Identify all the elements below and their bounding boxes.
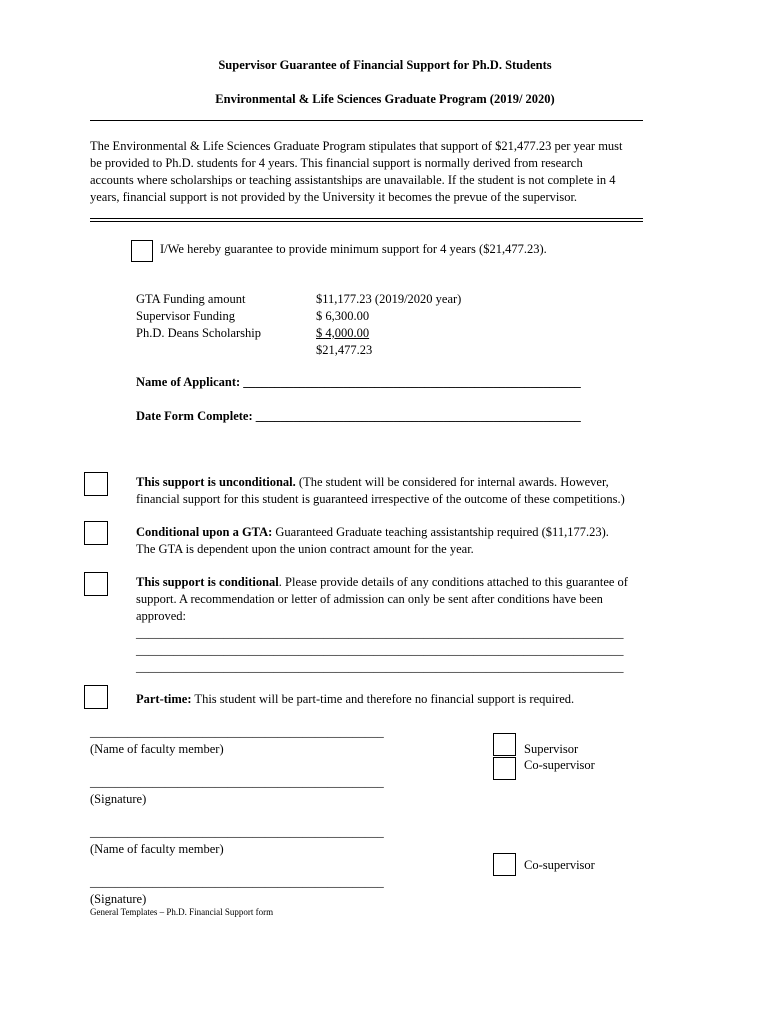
faculty-name-caption-2: (Name of faculty member)	[90, 842, 224, 856]
intro-divider	[90, 218, 643, 222]
guarantee-label: I/We hereby guarantee to provide minimum support for 4 years ($21,477.23).	[160, 242, 547, 256]
intro-line: The Environmental & Life Sciences Graduate Program stipulates that support of $21,477.23 per year must	[90, 139, 623, 153]
parttime-lead: Part-time:	[136, 692, 192, 706]
guarantee-checkbox[interactable]	[131, 240, 153, 262]
gta-option	[136, 524, 609, 558]
signature-line-1[interactable]: _______________________________________________	[90, 775, 384, 789]
intro-line: be provided to Ph.D. students for 4 years. This financial support is normally derived from research	[90, 156, 583, 170]
conditional-option	[136, 574, 628, 676]
gta-text: Guaranteed Graduate teaching assistantship required ($11,177.23).	[272, 525, 609, 539]
funding-label: GTA Funding amount	[136, 292, 246, 306]
signature-line-2[interactable]: _______________________________________________	[90, 875, 384, 889]
header-divider	[90, 120, 643, 121]
conditions-blank-line[interactable]: ______________________________________________________________________________	[136, 643, 624, 657]
funding-amount: $ 6,300.00	[316, 309, 370, 323]
signature-caption-2: (Signature)	[90, 892, 147, 906]
applicant-line[interactable]: ______________________________________________________	[243, 375, 581, 389]
unconditional-text: (The student will be considered for internal awards. However,	[295, 475, 609, 489]
page-title: Supervisor Guarantee of Financial Support for Ph.D. Students	[218, 58, 552, 72]
faculty-name-line-2[interactable]: _______________________________________________	[90, 825, 384, 839]
unconditional-lead: This support is unconditional.	[136, 475, 296, 489]
applicant-field[interactable]	[136, 374, 581, 391]
conditions-blank-line[interactable]: ______________________________________________________________________________	[136, 626, 624, 640]
conditional-checkbox[interactable]	[84, 572, 108, 596]
gta-text: The GTA is dependent upon the union contract amount for the year.	[136, 542, 474, 556]
date-label: Date Form Complete:	[136, 409, 253, 423]
unconditional-checkbox[interactable]	[84, 472, 108, 496]
cosupervisor-label-2: Co-supervisor	[524, 858, 595, 872]
program-subtitle: Environmental & Life Sciences Graduate Program (2019/ 2020)	[215, 92, 555, 106]
funding-total: $21,477.23	[316, 343, 373, 357]
funding-amount: $ 4,000.00	[316, 326, 370, 340]
conditional-text: . Please provide details of any conditions attached to this guarantee of	[278, 575, 628, 589]
funding-amounts	[316, 291, 461, 359]
date-line[interactable]: ____________________________________________________	[255, 409, 581, 423]
parttime-checkbox[interactable]	[84, 685, 108, 709]
footer-note: General Templates – Ph.D. Financial Support form	[90, 907, 274, 917]
funding-amount: $11,177.23 (2019/2020 year)	[316, 292, 462, 306]
intro-line: years, financial support is not provided by the University it becomes the prevue of the supervisor.	[90, 190, 578, 204]
conditional-text: support. A recommendation or letter of admission can only be sent after conditions have been	[136, 592, 603, 606]
supervisor-label: Supervisor	[524, 742, 579, 756]
conditions-blank-line[interactable]: ______________________________________________________________________________	[136, 660, 624, 674]
unconditional-option	[136, 474, 625, 508]
cosupervisor-checkbox-1[interactable]	[493, 757, 516, 780]
faculty-name-line-1[interactable]: _______________________________________________	[90, 725, 384, 739]
parttime-option	[136, 691, 574, 708]
date-field[interactable]	[136, 408, 581, 425]
funding-label: Ph.D. Deans Scholarship	[136, 326, 261, 340]
intro-line: accounts where scholarships or teaching assistantships are unavailable. If the student is not complete in 4	[90, 173, 616, 187]
conditional-text: approved:	[136, 609, 186, 623]
cosupervisor-label-1: Co-supervisor	[524, 758, 595, 772]
gta-lead: Conditional upon a GTA:	[136, 525, 273, 539]
supervisor-checkbox[interactable]	[493, 733, 516, 756]
unconditional-text: financial support for this student is guaranteed irrespective of the outcome of these competitions.)	[136, 492, 625, 506]
conditional-lead: This support is conditional	[136, 575, 279, 589]
parttime-text: This student will be part-time and therefore no financial support is required.	[191, 692, 575, 706]
faculty-name-caption-1: (Name of faculty member)	[90, 742, 224, 756]
gta-checkbox[interactable]	[84, 521, 108, 545]
signature-caption-1: (Signature)	[90, 792, 147, 806]
funding-labels	[136, 291, 261, 342]
cosupervisor-checkbox-2[interactable]	[493, 853, 516, 876]
applicant-label: Name of Applicant:	[136, 375, 241, 389]
intro-paragraph	[90, 138, 623, 206]
funding-label: Supervisor Funding	[136, 309, 235, 323]
